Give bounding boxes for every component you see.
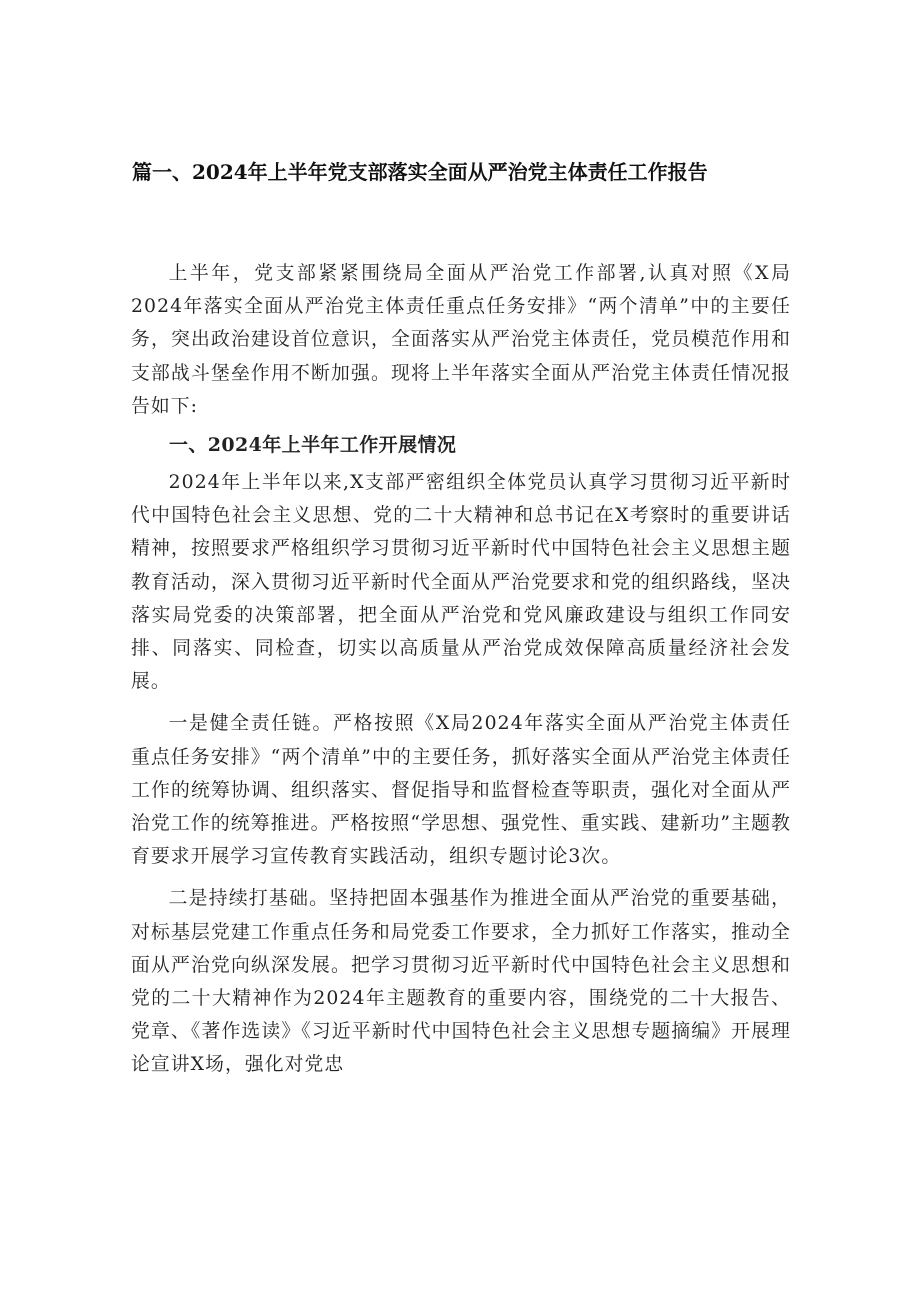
intro-paragraph: 上半年，党支部紧紧围绕局全面从严治党工作部署,认真对照《X局2024年落实全面从严治党主体责任重点任务安排》“两个清单”中的主要任务，突出政治建设首位意识，全面落实从严治党主体责任，党员模范作用和支部战斗堡垒作用不断加强。现将上半年落实全面从严治党主体责任情况报告如下: xyxy=(131,263,791,417)
document-title: 篇一、2024年上半年党支部落实全面从严治党主体责任工作报告 xyxy=(132,160,708,184)
section-paragraph-overview: 2024年上半年以来,X支部严密组织全体党员认真学习贯彻习近平新时代中国特色社会主义思想、党的二十大精神和总书记在X考察时的重要讲话精神，按照要求严格组织学习贯彻习近平新时代中国特色社会主义思想主题教育活动，深入贯彻习近平新时代全面从严治党要求和党的组织路线，坚决落实局党委的决策部署，把全面从严治党和党风廉政建设与组织工作同安排、同落实、同检查，切实以高质量从严治党成效保障高质量经济社会发展。 xyxy=(131,472,791,693)
document-body xyxy=(131,257,791,1082)
section-paragraph-responsibility-chain: 一是健全责任链。严格按照《X局2024年落实全面从严治党主体责任重点任务安排》“两个清单”中的主要任务，抓好落实全面从严治党主体责任工作的统筹协调、组织落实、督促指导和监督检查等职责，强化对全面从严治党工作的统筹推进。严格按照“学思想、强党性、重实践、建新功”主题教育要求开展学习宣传教育实践活动，组织专题讨论3次。 xyxy=(131,713,791,868)
section-heading: 一、2024年上半年工作开展情况 xyxy=(169,434,457,457)
section-paragraph-foundation: 二是持续打基础。坚持把固本强基作为推进全面从严治党的重要基础，对标基层党建工作重点任务和局党委工作要求，全力抓好工作落实，推动全面从严治党向纵深发展。把学习贯彻习近平新时代中国特色社会主义思想和党的二十大精神作为2024年主题教育的重要内容，围绕党的二十大报告、党章、《著作选读》《习近平新时代中国特色社会主义思想专题摘编》开展理论宣讲X场，强化对党忠 xyxy=(131,888,791,1076)
